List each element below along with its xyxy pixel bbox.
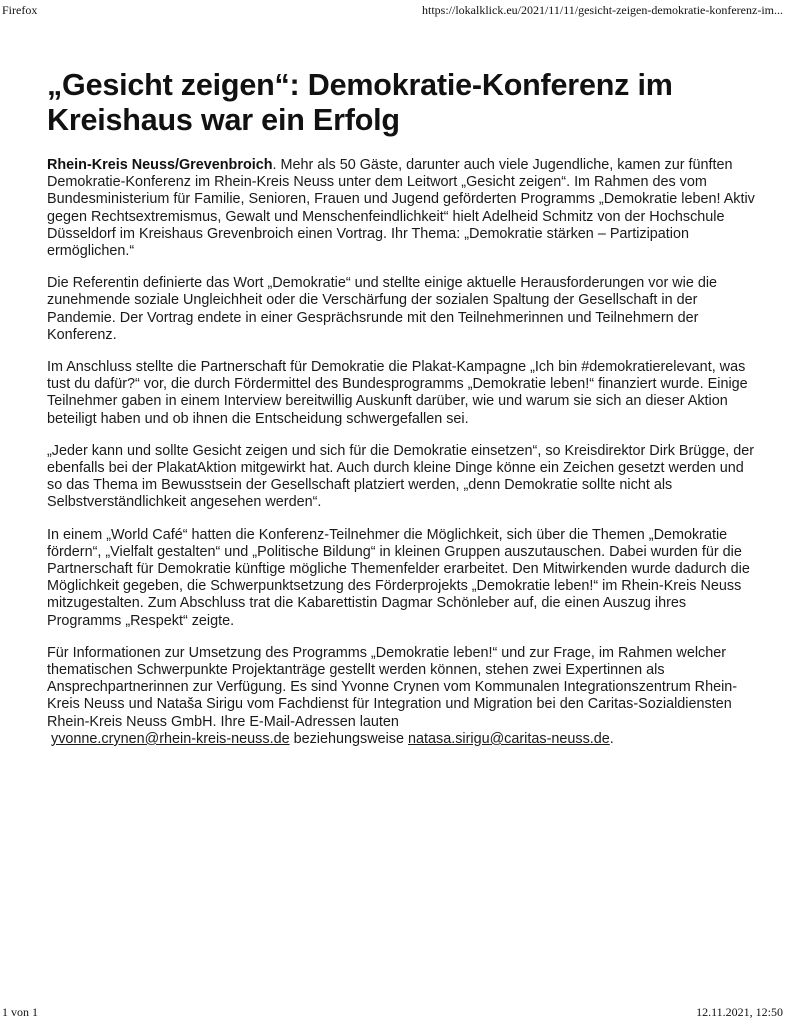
paragraph-1-text: . Mehr als 50 Gäste, darunter auch viele Jugendliche, kamen zur fünften Demokratie-Konferenz im Rhein-Kreis Neuss unter dem Leitwort „Gesicht zeigen“. Im Rahmen des vom Bundesministerium für Familie, Senioren, Frauen und Jugend geförderten Programms „Demokratie leben! Aktiv gegen Rechtsextremismus, Gewalt und Menschenfeindlichkeit“ hielt Adelheid Schmitz von der Hochschule Düsseldorf im Kreishaus Grevenbroich einen Vortrag. Ihr Thema: „Demokratie stärken – Partizipation ermöglichen.“ (47, 157, 755, 260)
page-counter: 1 von 1 (2, 1005, 38, 1019)
app-name: Firefox (2, 3, 38, 17)
page-url: https://lokalklick.eu/2021/11/11/gesicht-zeigen-demokratie-konferenz-im... (421, 3, 783, 17)
connector-text: beziehungsweise (293, 730, 404, 747)
paragraph-3: Im Anschluss stellte die Partnerschaft für Demokratie die Plakat-Kampagne „Ich bin #demokratierelevant, was tust du dafür?“ vor, die durch Fördermittel des Bundesprogramms „Demokratie leben!“ finanziert wurde. Einige Teilnehmer gaben in einem Interview bereitwillig Auskunft darüber, wie und warum sie sich an dieser Aktion beteiligt haben und ob ihnen die Entscheidung schwergefallen sei. (47, 359, 748, 427)
print-footer (0, 1005, 791, 1021)
print-datetime: 12.11.2021, 12:50 (696, 1005, 783, 1019)
article (47, 68, 757, 763)
print-header (0, 3, 791, 19)
paragraph-6-text: Für Informationen zur Umsetzung des Programms „Demokratie leben!“ und zur Frage, im Rahmen welcher thematischen Schwerpunkte Projektanträge gestellt werden können, stehen zwei Expertinnen als Ansprechpartnerinnen zur Verfügung. Es sind Yvonne Crynen vom Kommunalen Integrationszentrum Rhein-Kreis Neuss und Nataša Sirigu vom Fachdienst für Integration und Migration bei den Caritas-Sozialdiensten Rhein-Kreis Neuss GmbH. Ihre E-Mail-Adressen lauten (47, 644, 738, 730)
paragraph-2: Die Referentin definierte das Wort „Demokratie“ und stellte einige aktuelle Herausforderungen vor wie die zunehmende soziale Ungleichheit oder die Verschärfung der sozialen Spaltung der Gesellschaft in der Pandemie. Der Vortrag endete in einer Gesprächsrunde mit den Teilnehmerinnen und Teilnehmern der Konferenz. (47, 275, 718, 343)
dateline: Rhein-Kreis Neuss/Grevenbroich (47, 157, 273, 173)
paragraph-6 (47, 645, 757, 748)
article-body (47, 157, 757, 748)
end-punct: . (609, 730, 614, 747)
paragraph-4: „Jeder kann und sollte Gesicht zeigen und sich für die Demokratie einsetzen“, so Kreisdirektor Dirk Brügge, der ebenfalls bei der PlakatAktion mitgewirkt hat. Auch durch kleine Dinge könne ein Zeichen gesetzt werden und so das Thema im Bewusstsein der Gesellschaft platziert werden, „denn Demokratie sollte nicht als Selbstverständlichkeit angesehen werden“. (47, 442, 755, 511)
email-link-crynen[interactable]: yvonne.crynen@rhein-kreis-neuss.de (51, 730, 290, 747)
email-link-sirigu[interactable]: natasa.sirigu@caritas-neuss.de (407, 730, 610, 747)
paragraph-1 (47, 157, 757, 260)
article-title: „Gesicht zeigen“: Demokratie-Konferenz im Kreishaus war ein Erfolg (47, 68, 673, 137)
paragraph-5: In einem „World Café“ hatten die Konferenz-Teilnehmer die Möglichkeit, sich über die Themen „Demokratie fördern“, „Vielfalt gestalten“ und „Politische Bildung“ in kleinen Gruppen auszutauschen. Dabei wurden für die Partnerschaft für Demokratie künftige mögliche Themenfelder erarbeitet. Den Mitwirkenden wurde dadurch die Möglichkeit gegeben, die Schwerpunktsetzung des Förderprojekts „Demokratie leben!“ im Rhein-Kreis Neuss mitzugestalten. Zum Abschluss trat die Kabarettistin Dagmar Schönleber auf, die einen Auszug ihres Programms „Respekt“ zeigte. (47, 526, 750, 629)
